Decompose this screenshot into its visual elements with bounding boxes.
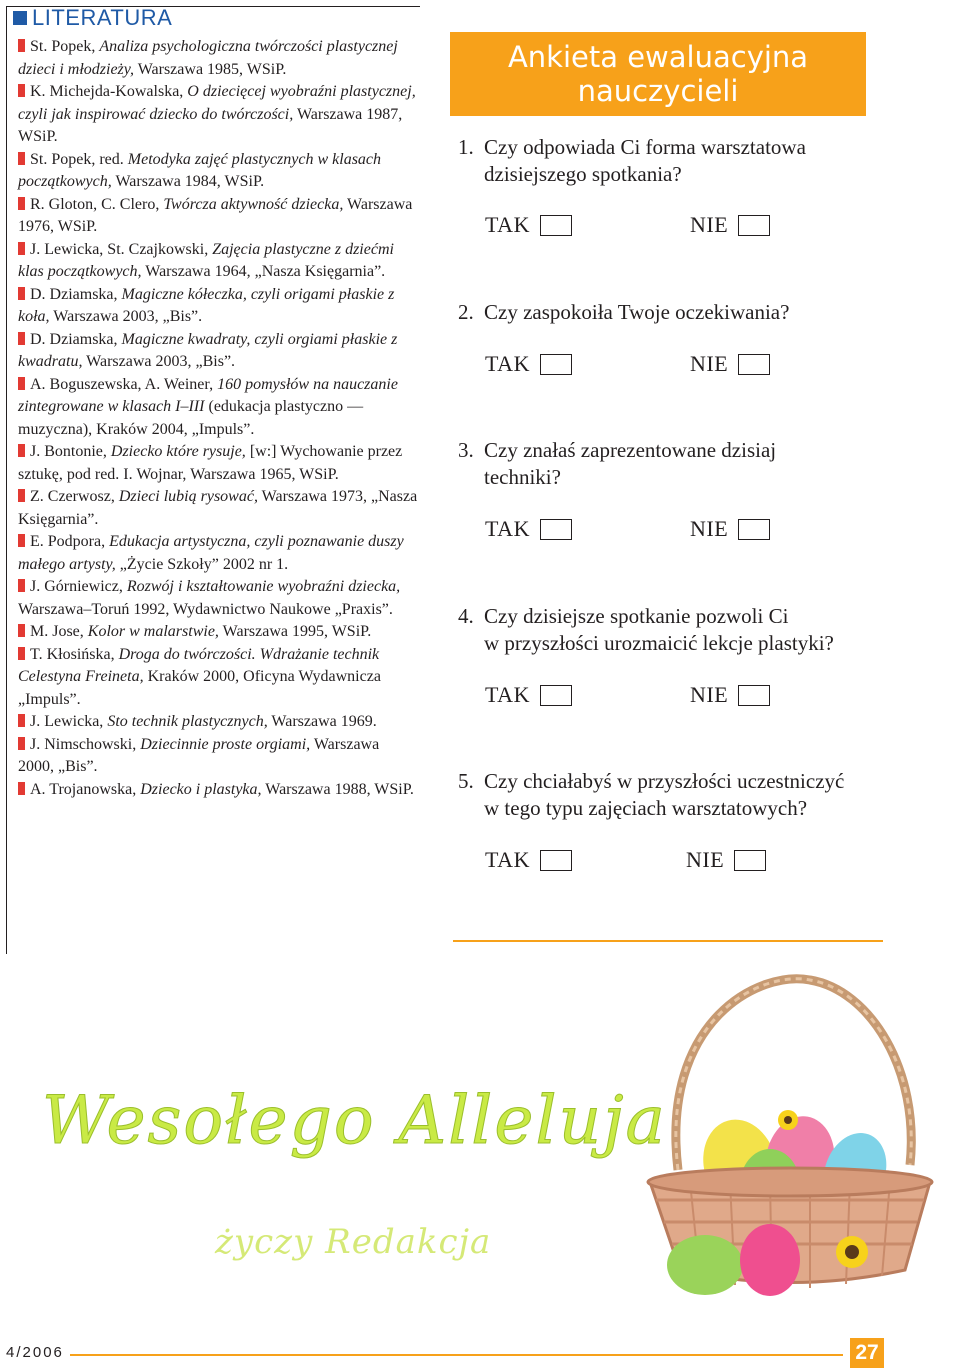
entry-author: D. Dziamska, (30, 330, 118, 348)
no-checkbox[interactable] (738, 354, 770, 375)
bullet-icon (18, 647, 25, 660)
entry-author: E. Podpora, (30, 533, 106, 550)
entry-title: Dziecko które rysuje, (110, 443, 246, 460)
literature-entry (18, 194, 418, 239)
literature-entry (18, 284, 418, 329)
entry-author: A. Boguszewska, A. Weiner, (30, 375, 214, 393)
question-number: 2. (458, 300, 474, 324)
entry-publication: Warszawa 1973, „Nasza Księgarnia”. (18, 488, 418, 528)
bullet-icon (18, 287, 25, 300)
entry-publication: (edukacja plastyczno — muzyczna), Kraków 2004, „Impuls”. (18, 398, 364, 438)
literature-entry (18, 486, 418, 531)
question-number: 1. (458, 135, 474, 159)
yes-checkbox[interactable] (540, 354, 572, 375)
entry-title: Edukacja artystyczna, czyli poznawanie duszy małego artysty, (18, 533, 404, 573)
entry-publication: Warszawa 2003, „Bis”. (86, 353, 236, 370)
literature-entry (18, 329, 418, 374)
entry-title: 160 pomysłów na nauczanie zintegrowane w klasach I–III (18, 375, 398, 415)
entry-title: Droga do twórczości. Wdrażanie technik Celestyna Freineta, (18, 645, 380, 685)
entry-publication: Warszawa–Toruń 1992, Wydawnictwo Naukowe „Praxis”. (18, 600, 393, 618)
no-label: NIE (686, 847, 725, 872)
yes-checkbox[interactable] (540, 685, 572, 706)
no-label: NIE (690, 212, 729, 237)
literature-entry (18, 531, 418, 576)
entry-title: Rozwój i kształtowanie wyobraźni dziecka, (126, 578, 401, 595)
footer-rule (70, 1354, 843, 1356)
answer-yes-4[interactable] (485, 680, 572, 710)
entry-author: D. Dziamska, (30, 285, 118, 303)
entry-title: Twórcza aktywność dziecka, (163, 195, 344, 213)
question-text-cont: dzisiejszego spotkania? (484, 162, 682, 186)
yes-label: TAK (485, 212, 530, 237)
entry-publication: Warszawa 1969. (271, 713, 377, 730)
literature-entry (18, 644, 418, 712)
entry-author: K. Michejda-Kowalska, (30, 83, 184, 100)
literature-entry (18, 149, 418, 194)
bullet-icon (18, 242, 25, 255)
entry-publication: Warszawa 1988, WSiP. (265, 780, 414, 798)
literature-entry (18, 734, 418, 779)
question-number: 5. (458, 769, 474, 793)
bullet-icon (18, 737, 25, 750)
bullet-icon (18, 534, 25, 547)
literature-entry (18, 576, 418, 621)
yes-checkbox[interactable] (540, 519, 572, 540)
bullet-icon (18, 782, 25, 795)
entry-author: R. Gloton, C. Clero, (30, 195, 160, 213)
literature-entry (18, 779, 418, 802)
no-label: NIE (690, 516, 729, 541)
entry-publication: „Życie Szkoły” 2002 nr 1. (119, 555, 289, 573)
survey-question-4 (458, 603, 888, 657)
entry-title: Dziecinnie proste orgiami, (140, 735, 311, 753)
bullet-icon (18, 332, 25, 345)
bullet-icon (18, 197, 25, 210)
no-label: NIE (690, 351, 729, 376)
no-checkbox[interactable] (738, 215, 770, 236)
literature-entry (18, 441, 418, 486)
answer-no-3[interactable] (690, 514, 770, 544)
answer-no-5[interactable] (686, 845, 766, 875)
entry-author: J. Lewicka, St. Czajkowski, (30, 240, 209, 258)
footer-page-number: 27 (850, 1338, 884, 1368)
literature-heading (13, 6, 172, 30)
question-text: Czy chciałabyś w przyszłości uczestniczyć (484, 769, 845, 793)
no-label: NIE (690, 682, 729, 707)
answer-no-1[interactable] (690, 210, 770, 240)
question-number: 3. (458, 438, 474, 462)
entry-author: Z. Czerwosz, (30, 488, 115, 505)
question-text-cont: techniki? (484, 465, 561, 489)
entry-publication: Warszawa 2003, „Bis”. (53, 308, 203, 325)
entry-title: Magiczne kwadraty, czyli orgiami płaskie z kwadratu, (18, 330, 398, 370)
answer-yes-5[interactable] (485, 845, 572, 875)
no-checkbox[interactable] (734, 850, 766, 871)
literature-list (18, 36, 418, 801)
question-number: 4. (458, 604, 474, 628)
literature-entry (18, 711, 418, 734)
entry-title: Analiza psychologiczna twórczości plastycznej dzieci i młodzieży, (18, 38, 398, 78)
survey-question-3 (458, 437, 888, 491)
no-checkbox[interactable] (738, 519, 770, 540)
literature-entry (18, 81, 418, 149)
bullet-icon (18, 624, 25, 637)
easter-greeting: Wesołego Alleluja (42, 1082, 667, 1159)
survey-question-5 (458, 768, 888, 822)
survey-question-1 (458, 134, 888, 188)
yes-checkbox[interactable] (540, 215, 572, 236)
easter-basket-illustration (620, 960, 960, 1305)
entry-title: Sto technik plastycznych, (107, 713, 268, 730)
entry-author: T. Kłosińska, (30, 645, 115, 663)
entry-publication: Warszawa 1976, WSiP. (18, 195, 413, 235)
entry-title: Zajęcia plastyczne z dziećmi klas początkowych, (18, 240, 394, 280)
entry-author: A. Trojanowska, (30, 780, 137, 798)
entry-publication: Warszawa 1984, WSiP. (115, 173, 265, 190)
entry-author: J. Nimschowski, (30, 735, 137, 753)
entry-author: J. Bontonie, (30, 443, 107, 460)
literature-entry (18, 621, 418, 644)
answer-yes-1[interactable] (485, 210, 572, 240)
entry-title: Dziecko i plastyka, (140, 780, 262, 798)
yes-label: TAK (485, 847, 530, 872)
footer-issue: 4/2006 (6, 1344, 64, 1361)
yes-label: TAK (485, 516, 530, 541)
bullet-icon (18, 152, 25, 165)
literature-entry (18, 374, 418, 442)
bullet-icon (18, 39, 25, 52)
yes-label: TAK (485, 682, 530, 707)
bullet-icon (18, 444, 25, 457)
entry-title: Metodyka zajęć plastycznych w klasach początkowych, (18, 150, 382, 190)
question-text-cont: w przyszłości urozmaicić lekcje plastyki? (484, 631, 834, 655)
literature-entry (18, 36, 418, 81)
question-text: Czy odpowiada Ci forma warsztatowa (484, 135, 806, 159)
yes-checkbox[interactable] (540, 850, 572, 871)
entry-title: Kolor w malarstwie, (87, 623, 219, 640)
entry-publication: Kraków 2000, Oficyna Wydawnicza „Impuls”. (18, 668, 381, 708)
bullet-icon (18, 579, 25, 592)
entry-title: Dzieci lubią rysować, (118, 488, 258, 505)
entry-publication: Warszawa 2000, „Bis”. (18, 735, 380, 775)
question-text: Czy zaspokoiła Twoje oczekiwania? (484, 300, 790, 324)
yes-label: TAK (485, 351, 530, 376)
entry-title: O dziecięcej wyobraźni plastycznej, czyli jak inspirować dziecko do twórczości, (18, 83, 416, 123)
entry-publication: Warszawa 1987, WSiP. (18, 105, 403, 145)
easter-signature: życzy Redakcja (215, 1222, 492, 1262)
question-text-cont: w tego typu zajęciach warsztatowych? (484, 796, 808, 820)
question-text: Czy dzisiejsze spotkanie pozwoli Ci (484, 604, 789, 628)
bullet-icon (18, 377, 25, 390)
literature-heading-text: LITERATURA (32, 5, 173, 30)
survey-heading-line2: nauczycieli (577, 74, 739, 108)
bullet-icon (18, 714, 25, 727)
survey-heading (450, 32, 866, 116)
literature-entry (18, 239, 418, 284)
answer-yes-2[interactable] (485, 349, 572, 379)
entry-publication: Warszawa 1995, WSiP. (222, 623, 372, 640)
no-checkbox[interactable] (738, 685, 770, 706)
entry-author: J. Lewicka, (30, 713, 104, 730)
answer-no-4[interactable] (690, 680, 770, 710)
entry-author: M. Jose, (30, 623, 84, 640)
survey-bottom-rule (453, 940, 883, 942)
bullet-icon (18, 84, 25, 97)
heading-square-icon (13, 11, 27, 25)
answer-no-2[interactable] (690, 349, 770, 379)
answer-yes-3[interactable] (485, 514, 572, 544)
bullet-icon (18, 489, 25, 502)
entry-author: St. Popek, red. (30, 150, 124, 168)
literature-left-rule (6, 6, 7, 954)
entry-publication: Warszawa 1985, WSiP. (137, 60, 287, 78)
survey-heading-line1: Ankieta ewaluacyjna (507, 40, 809, 74)
entry-author: St. Popek, (30, 38, 96, 55)
entry-title: Magiczne kółeczka, czyli origami płaskie z koła, (18, 285, 395, 325)
entry-publication: Warszawa 1964, „Nasza Księgarnia”. (145, 263, 386, 280)
entry-author: J. Górniewicz, (30, 578, 123, 595)
question-text: Czy znałaś zaprezentowane dzisiaj (484, 438, 777, 462)
survey-question-2 (458, 299, 888, 326)
entry-publication: [w:] Wychowanie przez sztukę, pod red. I. Wojnar, Warszawa 1965, WSiP. (18, 443, 403, 483)
